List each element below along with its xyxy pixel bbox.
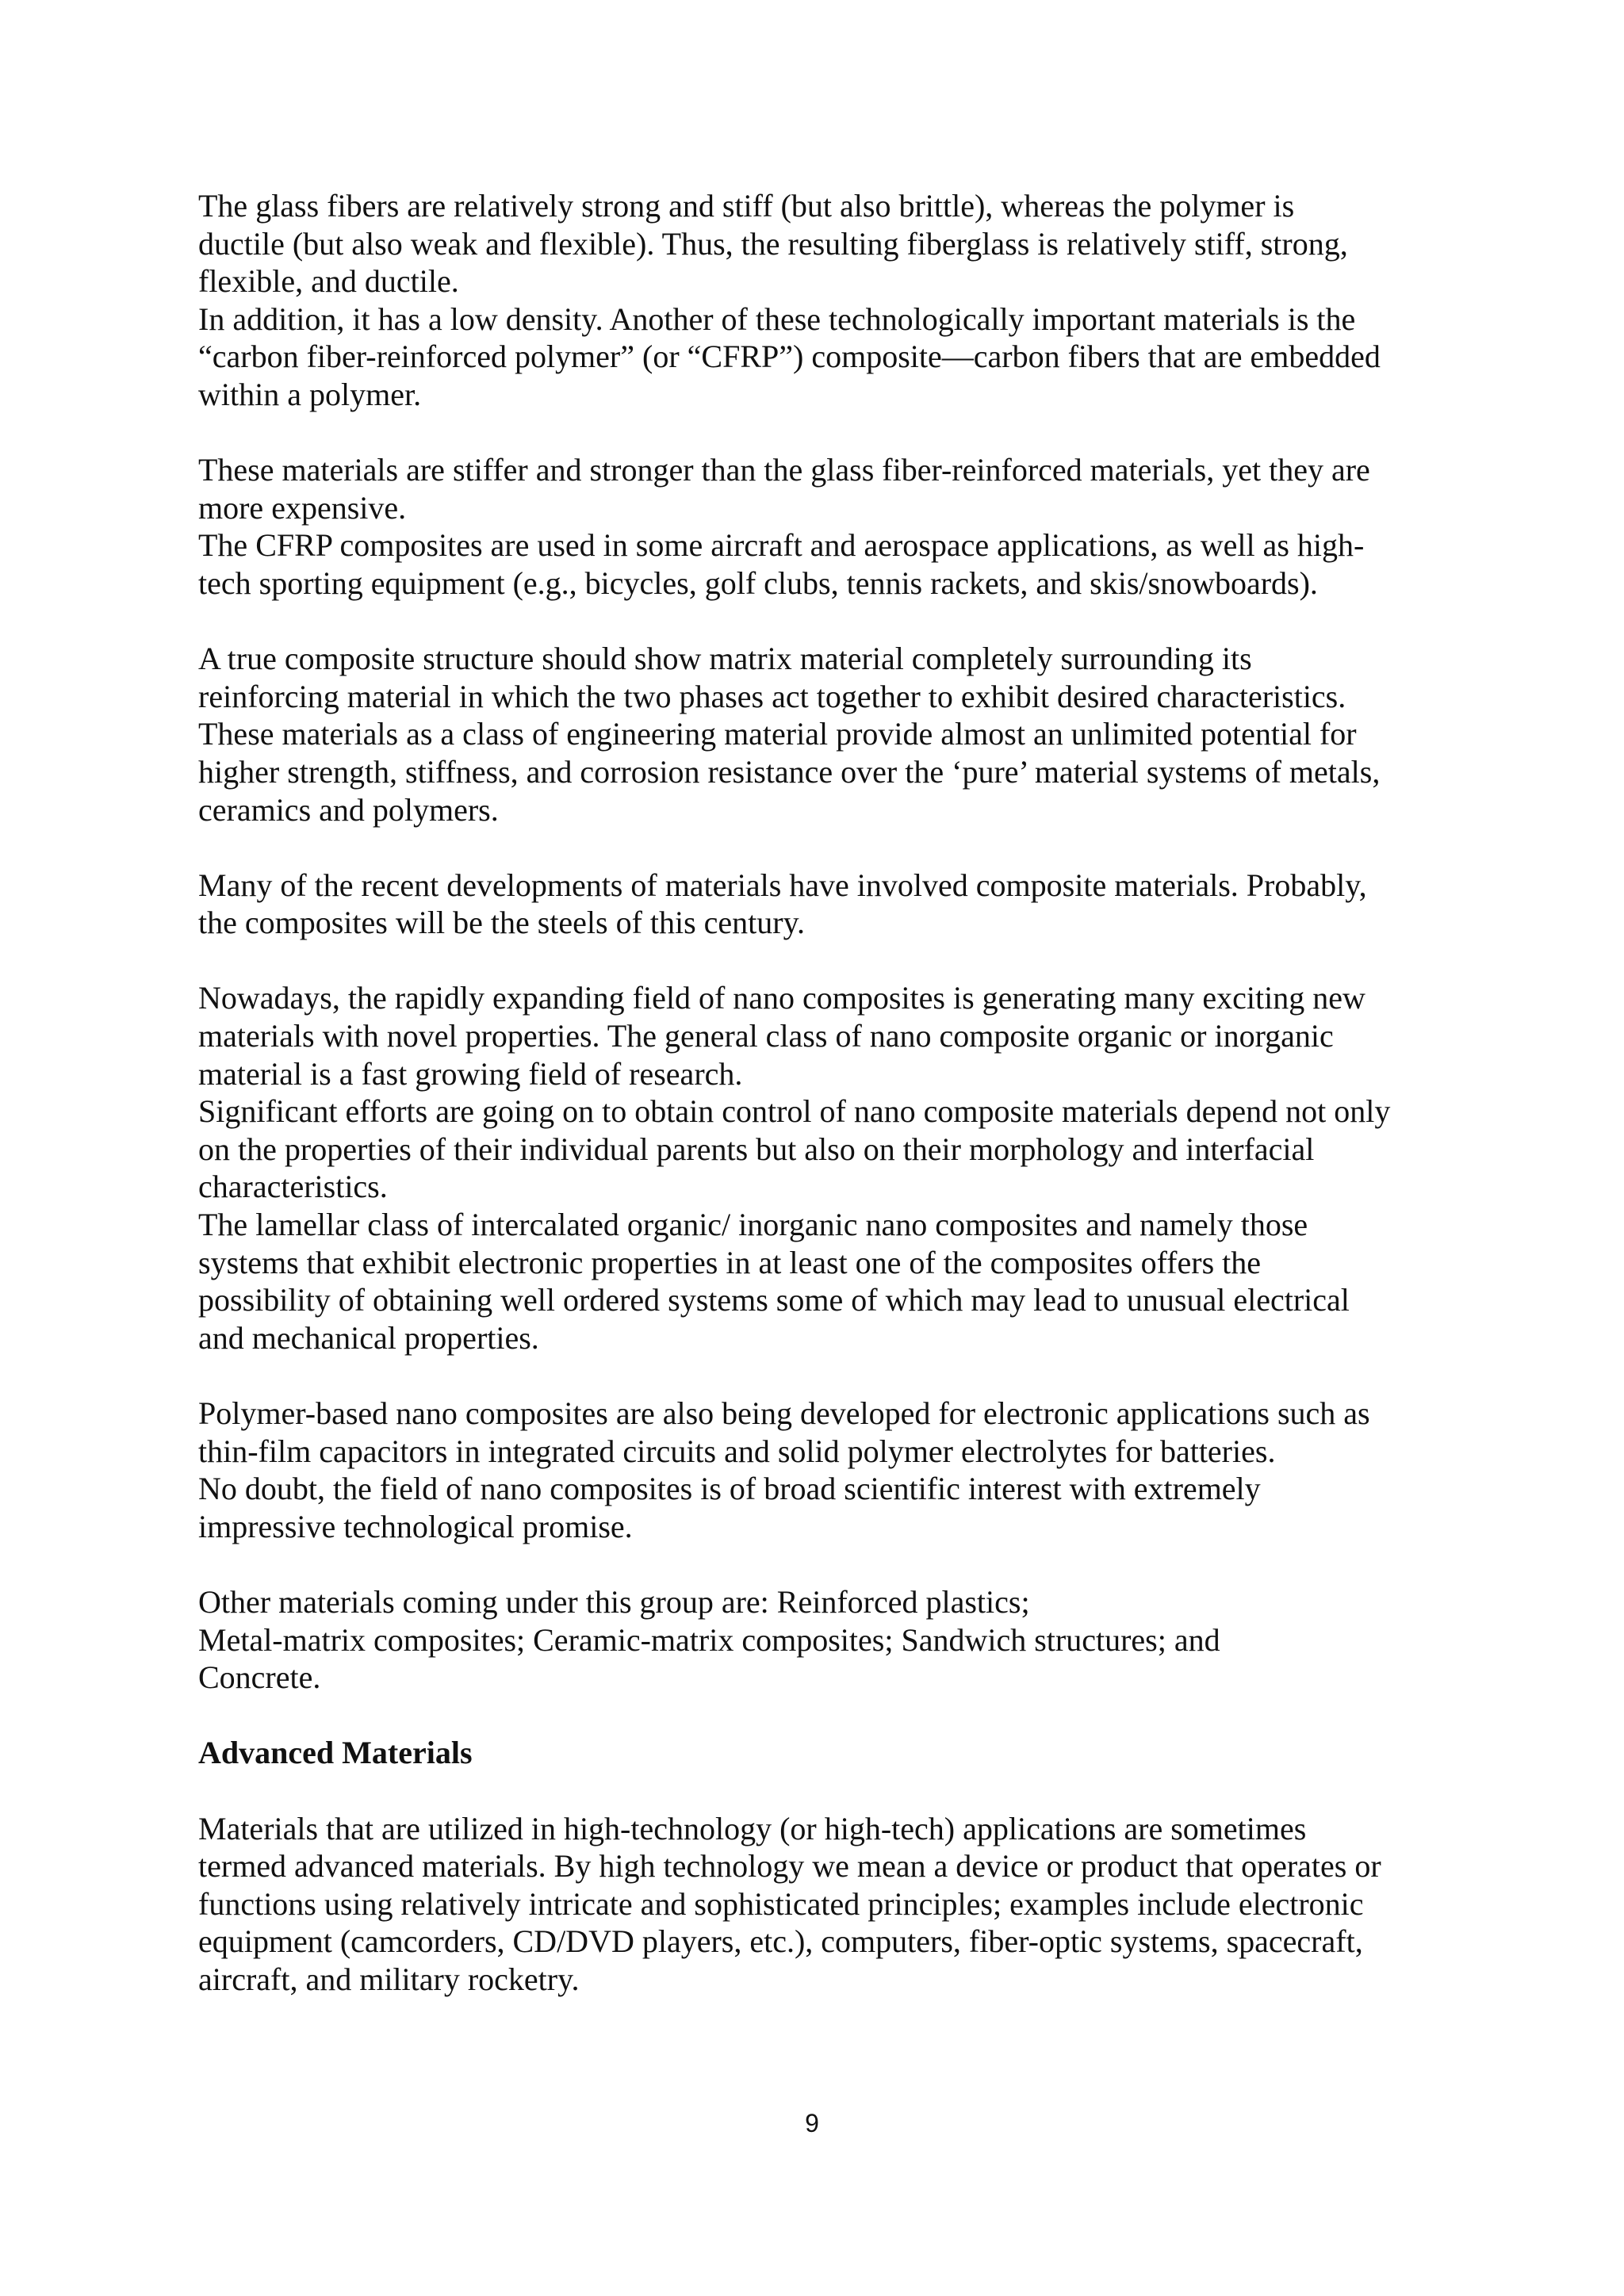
- page-number: 9: [805, 2109, 819, 2137]
- text-line: termed advanced materials. By high technology we mean a device or product that operates or: [198, 1848, 1381, 1885]
- text-line: tech sporting equipment (e.g., bicycles, golf clubs, tennis rackets, and skis/snowboards).: [198, 564, 1318, 601]
- text-line: material is a fast growing field of research.: [198, 1055, 743, 1092]
- text-line: The lamellar class of intercalated organic/ inorganic nano composites and namely those: [198, 1207, 1308, 1243]
- text-line: A true composite structure should show matrix material completely surrounding its: [198, 641, 1252, 677]
- text-line: Nowadays, the rapidly expanding field of nano composites is generating many exciting new: [198, 980, 1365, 1016]
- paragraph-true-composite: [198, 640, 1447, 828]
- text-line: ceramics and polymers.: [198, 791, 499, 828]
- paragraph-other-materials: [198, 1583, 1447, 1697]
- text-line: aircraft, and military rocketry.: [198, 1961, 580, 1997]
- text-line: The CFRP composites are used in some aircraft and aerospace applications, as well as high-: [198, 527, 1365, 564]
- text-line: In addition, it has a low density. Another of these technologically important materials is the: [198, 300, 1356, 337]
- text-line: The glass fibers are relatively strong and stiff (but also brittle), whereas the polymer is: [198, 188, 1295, 224]
- text-line: No doubt, the field of nano composites is of broad scientific interest with extremely: [198, 1471, 1261, 1507]
- text-line: Many of the recent developments of materials have involved composite materials. Probably,: [198, 867, 1367, 903]
- text-line: Other materials coming under this group are: Reinforced plastics;: [198, 1583, 1030, 1620]
- paragraph-advanced-materials: [198, 1810, 1447, 1999]
- section-heading: Advanced Materials: [198, 1735, 473, 1771]
- text-line: possibility of obtaining well ordered systems some of which may lead to unusual electrical: [198, 1282, 1350, 1318]
- text-line: more expensive.: [198, 489, 407, 526]
- text-line: These materials are stiffer and stronger than the glass fiber-reinforced materials, yet they are: [198, 452, 1370, 488]
- text-line: Materials that are utilized in high-technology (or high-tech) applications are sometimes: [198, 1810, 1307, 1846]
- paragraph-fiberglass: [198, 187, 1447, 414]
- text-line: on the properties of their individual parents but also on their morphology and interfacial: [198, 1131, 1315, 1167]
- text-line: reinforcing material in which the two phases act together to exhibit desired characteristics.: [198, 678, 1346, 714]
- text-line: systems that exhibit electronic properties in at least one of the composites offers the: [198, 1244, 1261, 1280]
- paragraph-polymer-nano: [198, 1395, 1447, 1545]
- text-line: materials with novel properties. The general class of nano composite organic or inorganic: [198, 1018, 1334, 1054]
- paragraph-cfrp: [198, 451, 1447, 602]
- text-line: and mechanical properties.: [198, 1319, 539, 1356]
- text-line: functions using relatively intricate and sophisticated principles; examples include electronic: [198, 1885, 1364, 1922]
- text-line: flexible, and ductile.: [198, 263, 459, 300]
- text-line: the composites will be the steels of this century.: [198, 905, 806, 941]
- text-line: Concrete.: [198, 1659, 321, 1696]
- paragraph-recent-developments: [198, 867, 1447, 942]
- text-line: equipment (camcorders, CD/DVD players, etc.), computers, fiber-optic systems, spacecraft,: [198, 1923, 1363, 1960]
- text-line: characteristics.: [198, 1169, 388, 1205]
- text-line: Polymer-based nano composites are also being developed for electronic applications such as: [198, 1395, 1370, 1431]
- text-line: higher strength, stiffness, and corrosion resistance over the ‘pure’ material systems of metals,: [198, 753, 1381, 790]
- paragraph-nano-composites: [198, 979, 1447, 1357]
- document-body: [198, 187, 1447, 2036]
- text-line: ductile (but also weak and flexible). Thus, the resulting fiberglass is relatively stiff, strong,: [198, 225, 1348, 262]
- text-line: thin-film capacitors in integrated circuits and solid polymer electrolytes for batteries.: [198, 1433, 1276, 1469]
- text-line: “carbon fiber-reinforced polymer” (or “CFRP”) composite—carbon fibers that are embedded: [198, 339, 1381, 375]
- text-line: Significant efforts are going on to obtain control of nano composite materials depend not only: [198, 1093, 1391, 1130]
- text-line: These materials as a class of engineering material provide almost an unlimited potential for: [198, 716, 1357, 752]
- text-line: within a polymer.: [198, 376, 422, 412]
- text-line: Metal-matrix composites; Ceramic-matrix composites; Sandwich structures; and: [198, 1621, 1220, 1658]
- text-line: impressive technological promise.: [198, 1508, 633, 1544]
